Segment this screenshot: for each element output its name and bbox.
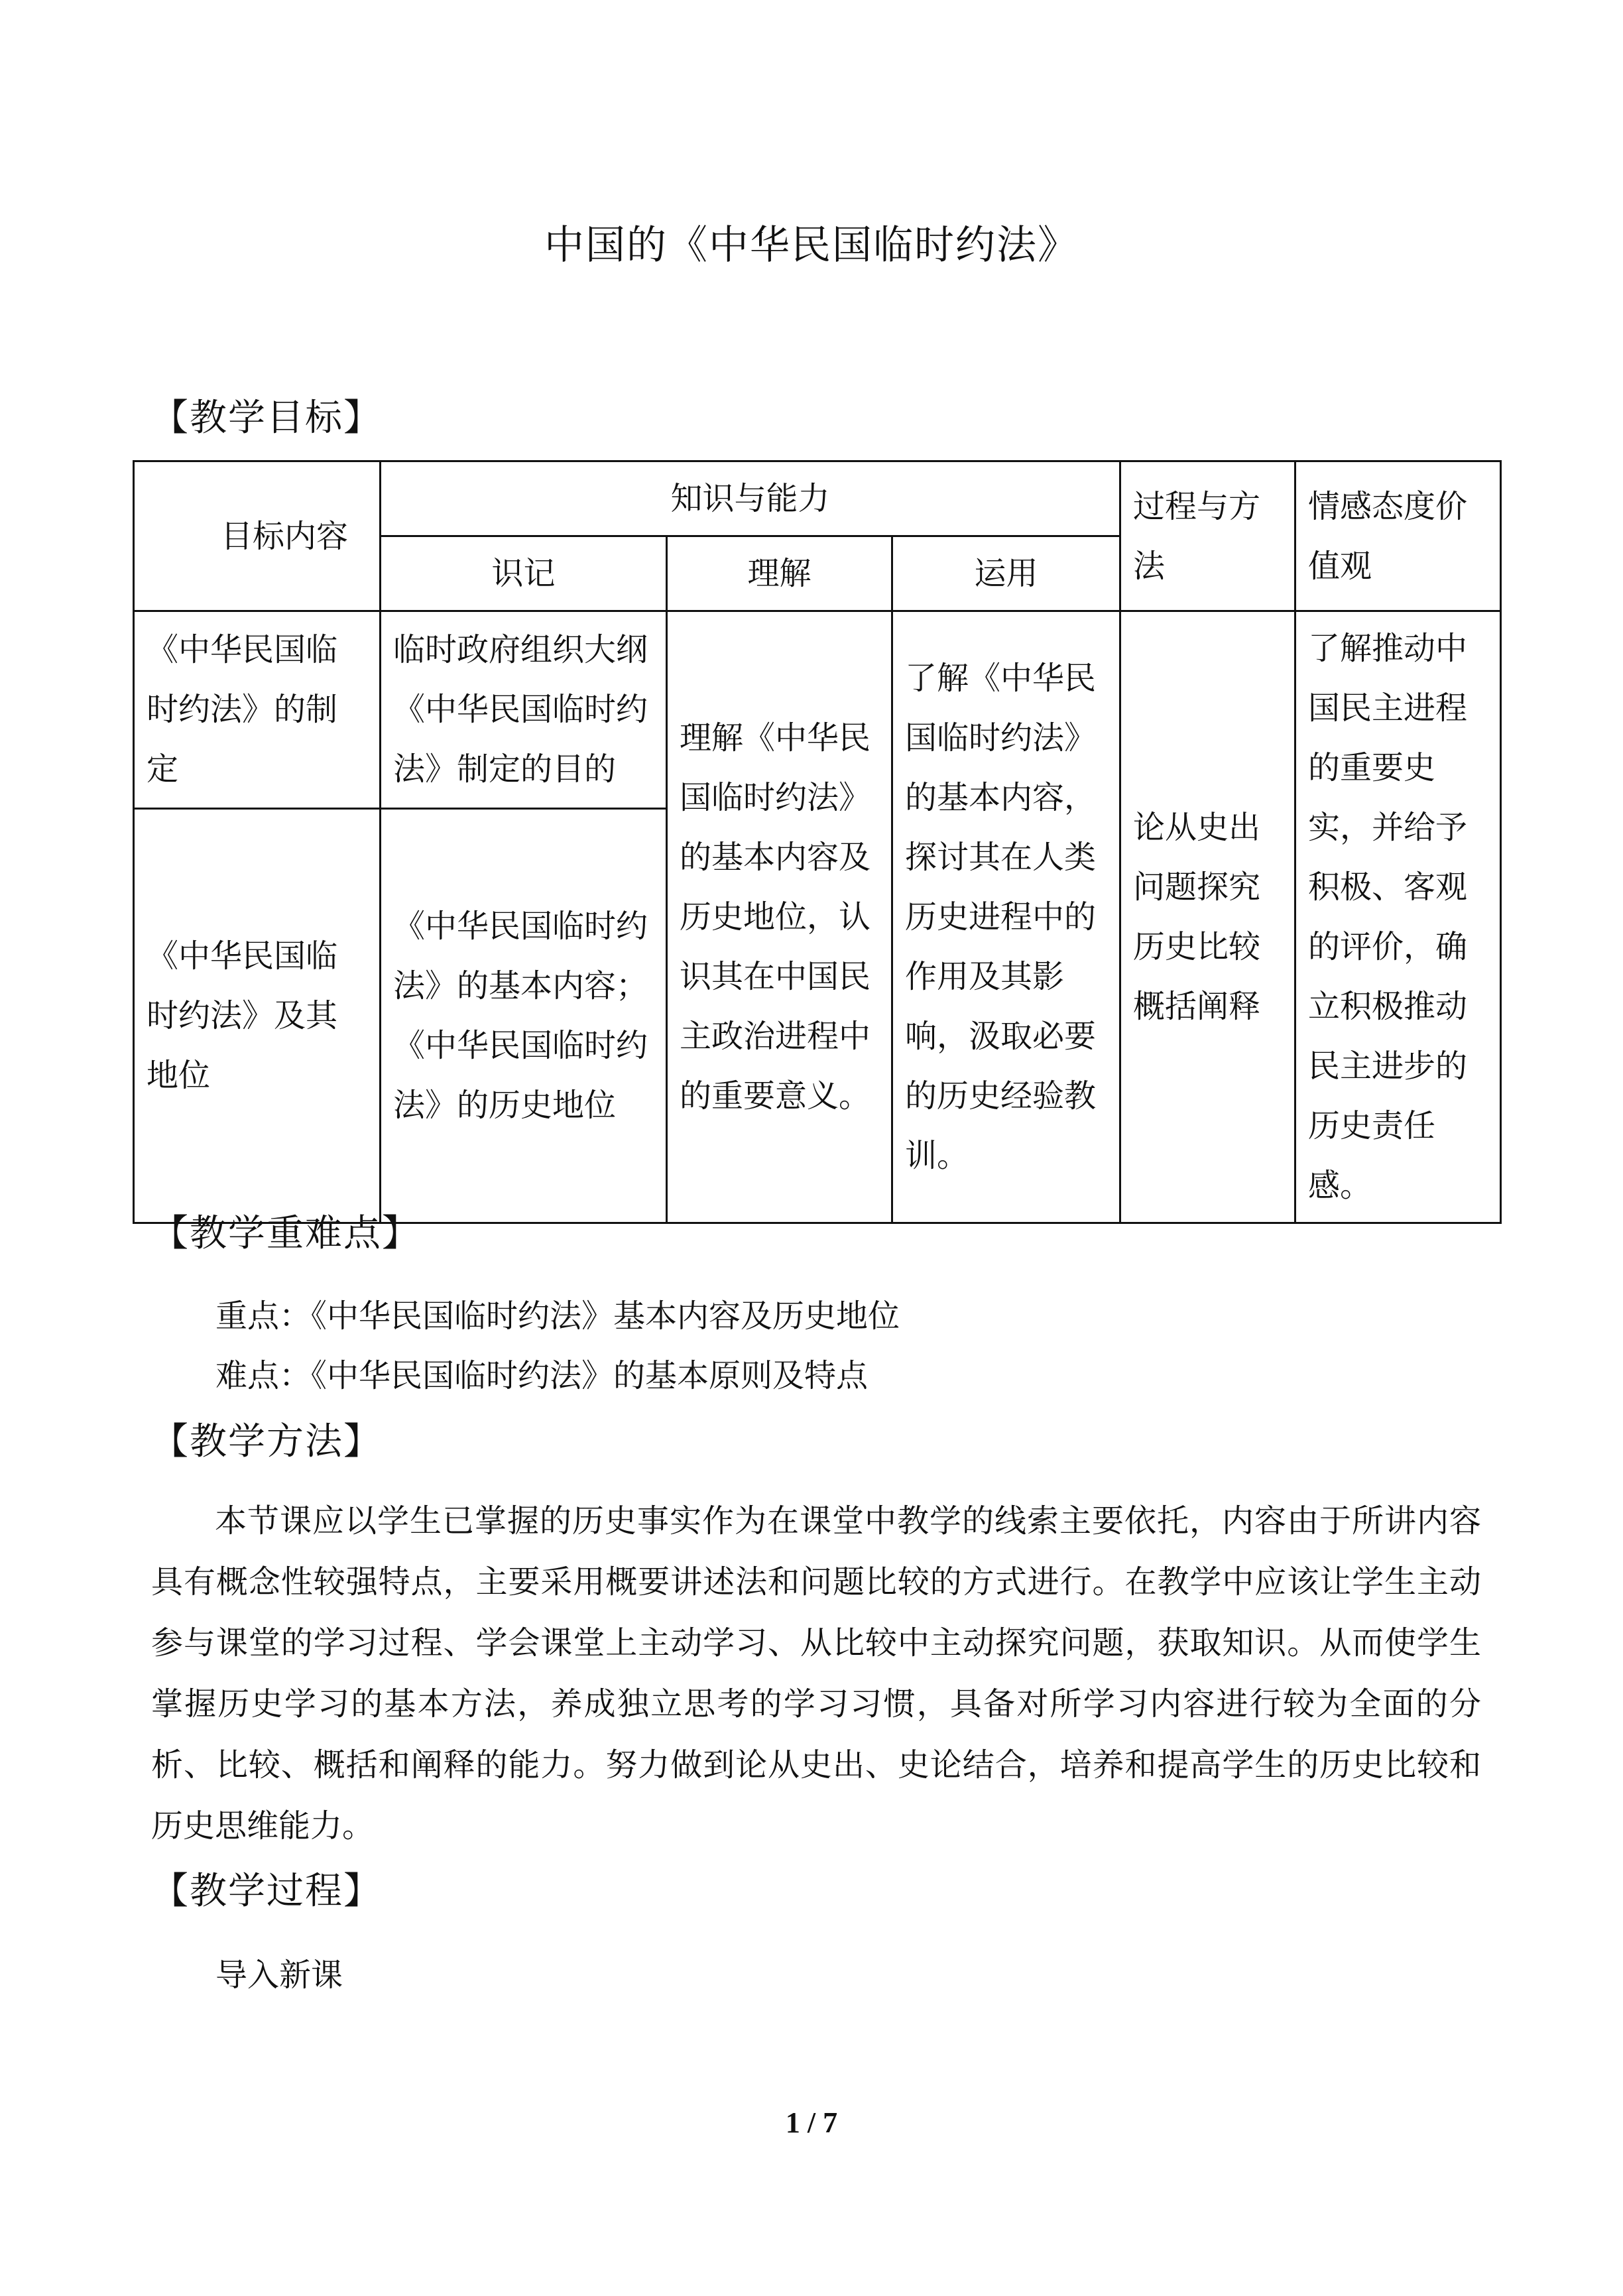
section-heading-methods: 【教学方法】 <box>151 1420 382 1463</box>
subheader-remember: 识记 <box>381 536 667 611</box>
section-heading-key-points: 【教学重难点】 <box>151 1212 420 1255</box>
subheader-understand: 理解 <box>667 536 892 611</box>
header-process-method: 过程与方法 <box>1120 461 1295 611</box>
section-heading-process: 【教学过程】 <box>151 1870 382 1913</box>
emotion-values-cell: 了解推动中国民主进程的重要史实，并给予积极、客观的评价，确立积极推动民主进步的历史责任感。 <box>1295 611 1501 1223</box>
row1-content-cell: 《中华民国临时约法》的制定 <box>134 611 381 809</box>
methods-paragraph: 本节课应以学生已掌握的历史事实作为在课堂中教学的线索主要依托，内容由于所讲内容具有概念性较强特点，主要采用概要讲述法和问题比较的方式进行。在教学中应该让学生主动参与课堂的学习过程、学会课堂上主动学习、从比较中主动探究问题，获取知识。从而使学生掌握历史学习的基本方法，养成独立思考的学习习惯，具备对所学习内容进行较为全面的分析、比较、概括和阐释的能力。努力做到论从史出、史论结合，培养和提高学生的历史比较和历史思维能力。 <box>151 1502 1481 1844</box>
understand-cell: 理解《中华民国临时约法》的基本内容及历史地位，认识其在中国民主政治进程中的重要意义。 <box>667 611 892 1223</box>
intro-line: 导入新课 <box>215 1957 343 1994</box>
apply-cell: 了解《中华民国临时约法》的基本内容，探讨其在人类历史进程中的作用及其影响，汲取必要的历史经验教训。 <box>892 611 1120 1223</box>
subheader-apply: 运用 <box>892 536 1120 611</box>
process-method-cell: 论从史出问题探究历史比较概括阐释 <box>1120 611 1295 1223</box>
row1-remember-cell: 临时政府组织大纲《中华民国临时约法》制定的目的 <box>381 611 667 809</box>
row2-remember-cell: 《中华民国临时约法》的基本内容；《中华民国临时约法》的历史地位 <box>381 808 667 1223</box>
header-emotion-values: 情感态度价值观 <box>1295 461 1501 611</box>
section-heading-objectives: 【教学目标】 <box>151 396 382 440</box>
document-title: 中国的《中华民国临时约法》 <box>544 222 1079 269</box>
key-point-line: 重点：《中华民国临时约法》基本内容及历史地位 <box>215 1298 900 1335</box>
header-knowledge-ability: 知识与能力 <box>381 461 1120 536</box>
header-target-content: 目标内容 <box>134 461 381 611</box>
objectives-table <box>133 460 1502 1224</box>
page-number: 1 / 7 <box>785 2106 838 2139</box>
row2-content-cell: 《中华民国临时约法》及其地位 <box>134 808 381 1223</box>
difficult-point-line: 难点：《中华民国临时约法》的基本原则及特点 <box>215 1357 869 1394</box>
